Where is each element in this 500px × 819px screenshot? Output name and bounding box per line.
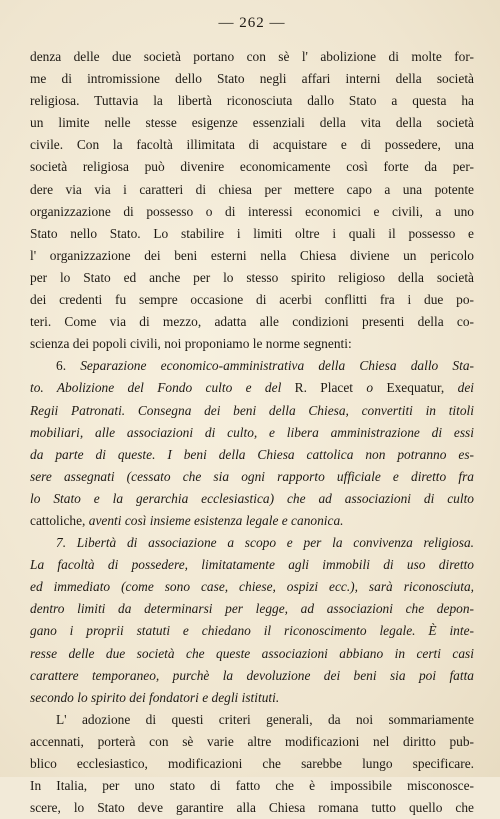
point-heading: Separazione economico-amministrativa della Chiesa dallo Sta- xyxy=(80,358,474,374)
text-line: carattere temporaneo, purchè la devoluzione dei beni sia poi fatta xyxy=(30,667,474,683)
text-line: denza delle due società portano con sè l' abolizione di molte for- xyxy=(30,49,474,64)
text-line: un limite nelle stesse esigenze essenziali della vita della società xyxy=(30,115,474,131)
text-line: da parte di queste. I beni della Chiesa cattolica non potranno es- xyxy=(30,446,474,462)
text-line: dei credenti fu sempre occasione di acerbi conflitti fra i due po- xyxy=(30,292,474,308)
text-line: teri. Come via di mezzo, adatta alle condizioni presenti della co- xyxy=(30,314,474,330)
text-line: cattoliche, aventi così insieme esistenza legale e canonica. xyxy=(30,512,344,528)
text-line: Regii Patronati. Consegna dei beni della Chiesa, convertiti in titoli xyxy=(30,402,474,418)
text-line: accennati, porterà con sè varie altre modificazioni nel diritto pub- xyxy=(30,733,474,749)
text-line: dere via via i caratteri di chiesa per mettere capo a una potente xyxy=(30,181,474,197)
text-line: sere assegnati (cessato che sia ogni rapporto ufficiale e diretto fra xyxy=(30,468,474,484)
text-line xyxy=(30,355,474,377)
text-line: religiosa. Tuttavia la libertà riconosciuta dallo Stato a questa ha xyxy=(30,93,474,109)
text-line: società religiosa può divenire economicamente così forte da per- xyxy=(30,159,474,175)
text-line: civile. Con la facoltà illimitata di acquistare e di possedere, una xyxy=(30,137,474,153)
paragraph-continuation xyxy=(30,46,474,355)
text-line: dentro limiti da determinarsi per legge, ad associazioni che depon- xyxy=(30,601,474,617)
body-text xyxy=(30,46,474,819)
closing-paragraph xyxy=(30,709,474,819)
text-line: per lo Stato ed anche per lo stesso spirito religioso della società xyxy=(30,269,474,285)
text-line: resse delle due società che queste associazioni abbiano in certi casi xyxy=(30,645,474,661)
page-number: — 262 — xyxy=(218,15,286,31)
point-6-paragraph xyxy=(30,355,474,532)
text-line: gano i proprii statuti e chiedano il riconoscimento legale. È inte- xyxy=(30,623,474,639)
text-line: mobiliari, alle associazioni di culto, e libera amministrazione di essi xyxy=(30,424,474,440)
text-line: 7. Libertà di associazione a scopo e per la convivenza religiosa. xyxy=(56,535,474,551)
text-line: secondo lo spirito dei fondatori e degli istituti. xyxy=(30,689,280,705)
text-line: In Italia, per uno stato di fatto che è impossibile misconosce- xyxy=(30,778,474,794)
text-line: l' organizzazione dei beni esterni nella Chiesa diviene un pericolo xyxy=(30,247,474,263)
text-line: ed immediato (come sono case, chiese, ospizi ecc.), sarà riconosciuta, xyxy=(30,579,474,595)
text-line: to. Abolizione del Fondo culto e del R. Placet o Exequatur, dei xyxy=(30,380,474,396)
text-line: organizzazione di possesso o di interessi economici e civili, a uno xyxy=(30,203,474,219)
text-line: La facoltà di possedere, limitatamente agli immobili di uso diretto xyxy=(30,557,474,573)
text-line: blico ecclesiastico, modificazioni che sarebbe lungo specificare. xyxy=(30,756,474,771)
text-line: L' adozione di questi criteri generali, da noi sommariamente xyxy=(56,711,474,727)
point-7-paragraph xyxy=(30,532,474,709)
text-line: scienza dei popoli civili, noi proponiamo le norme segnenti: xyxy=(30,336,352,352)
text-line: Stato nello Stato. Lo stabilire i limiti oltre i quali il possesso e xyxy=(30,225,474,241)
text-line: me di intromissione dello Stato negli affari interni della società xyxy=(30,71,474,87)
point-number: 6. xyxy=(56,358,67,374)
text-line: scere, lo Stato deve garantire alla Chiesa romana tutto quello che xyxy=(30,800,474,816)
text-line: lo Stato e la gerarchia ecclesiastica) che ad associazioni di culto xyxy=(30,490,474,506)
